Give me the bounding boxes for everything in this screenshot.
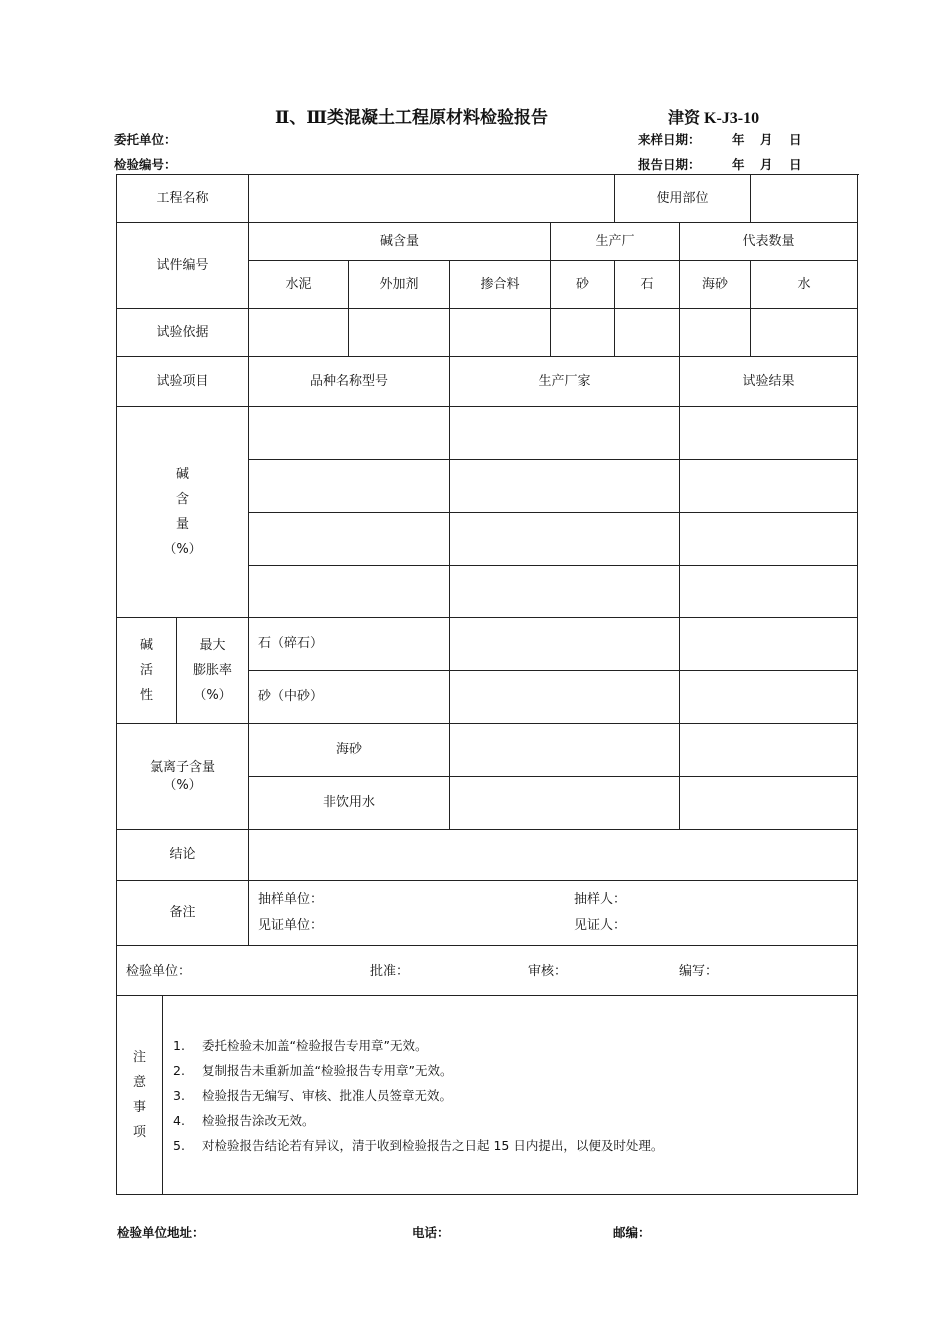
test-item-header-row [117,357,858,407]
signature-cell [117,946,858,996]
sample-date-label: 来样日期： [638,132,701,147]
address-label: 检验单位地址： [117,1225,205,1240]
note-number: 1. [173,1037,185,1053]
alkali-variety-cell[interactable] [249,460,450,513]
note-number: 4. [173,1112,185,1128]
sampler-label: 抽样人： [574,892,627,907]
test-item-label: 试验项目 [117,357,249,407]
manufacturer-full-header: 生产厂家 [450,357,680,407]
alkali-content-label [117,407,249,618]
signature-row [117,946,858,996]
sand-manufacturer-cell[interactable] [450,671,680,724]
alkali-activity-char: 碱 [139,638,153,653]
witness-unit-label: 见证单位： [258,918,324,933]
note-item [173,1058,857,1083]
alkali-result-cell[interactable] [680,566,858,618]
alkali-activity-char: 活 [139,663,153,678]
notes-char: 事 [132,1100,146,1115]
stone-crushed-label: 石（碎石） [249,618,450,671]
usage-part-label: 使用部位 [615,175,751,223]
notes-list [163,996,857,1194]
test-basis-row [117,309,858,357]
max-expansion-line: 膨胀率 [193,663,233,678]
sand-result-cell[interactable] [680,671,858,724]
project-name-field[interactable] [249,175,615,223]
notes-title [117,996,163,1194]
report-table [116,174,858,1195]
note-text: 复制报告未重新加盖“检验报告专用章”无效。 [202,1062,453,1078]
test-basis-stone[interactable] [615,309,680,357]
non-drinking-water-label: 非饮用水 [249,777,450,830]
compile-label: 编写： [679,963,719,979]
report-title: Ⅱ、Ⅲ类混凝土工程原材料检验报告 [275,108,549,128]
sample-date-day: 日 [789,132,802,147]
notes-char: 意 [132,1075,146,1090]
test-basis-water[interactable] [751,309,858,357]
report-date-month: 月 [760,157,773,172]
witness-label: 见证人： [574,918,627,933]
alkali-manufacturer-cell[interactable] [450,407,680,460]
remark-label: 备注 [117,881,249,946]
conclusion-row [117,830,858,881]
alkali-variety-cell[interactable] [249,407,450,460]
sea-sand-result-cell[interactable] [680,724,858,777]
notes-cell [117,996,858,1195]
test-result-header: 试验结果 [680,357,858,407]
alkali-result-cell[interactable] [680,513,858,566]
sea-sand-manufacturer-cell[interactable] [450,724,680,777]
specimen-no-label: 试件编号 [117,223,249,309]
sea-sand-label: 海砂 [249,724,450,777]
inspection-unit-label: 检验单位： [126,963,192,979]
note-number: 3. [173,1087,185,1103]
report-date-label: 报告日期： [638,157,701,172]
alkali-row [117,407,858,460]
test-basis-cement[interactable] [249,309,349,357]
note-text: 检验报告涂改无效。 [202,1112,315,1128]
max-expansion-line: 最大 [199,638,226,653]
test-basis-sea-sand[interactable] [680,309,751,357]
note-item [173,1108,857,1133]
alkali-activity-label [117,618,177,724]
review-label: 审核： [528,963,568,979]
note-item [173,1033,857,1058]
alkali-manufacturer-cell[interactable] [450,566,680,618]
representative-qty-header: 代表数量 [680,223,858,261]
form-code: 津资 K-J3-10 [668,110,760,127]
alkali-result-cell[interactable] [680,407,858,460]
stone-manufacturer-cell[interactable] [450,618,680,671]
chloride-unit: （%） [163,777,202,793]
project-name-label: 工程名称 [117,175,249,223]
notes-char: 项 [132,1125,146,1140]
conclusion-field[interactable] [249,830,858,881]
chloride-text: 氯离子含量 [150,759,216,775]
material-water: 水 [751,261,858,309]
material-mineral-admixture: 掺合料 [450,261,551,309]
report-date-day: 日 [789,157,802,172]
remark-row [117,881,858,946]
test-basis-mineral[interactable] [450,309,551,357]
note-item [173,1083,857,1108]
conclusion-label: 结论 [117,830,249,881]
water-result-cell[interactable] [680,777,858,830]
alkali-content-header: 碱含量 [249,223,551,261]
phone-label: 电话： [412,1225,450,1240]
note-number: 5. [173,1137,185,1153]
alkali-unit: （%） [163,542,202,557]
sample-date-month: 月 [760,132,773,147]
alkali-result-cell[interactable] [680,460,858,513]
report-date-year: 年 [732,157,745,172]
notes-char: 注 [132,1050,146,1065]
chloride-row-sea-sand [117,724,858,777]
stone-result-cell[interactable] [680,618,858,671]
alkali-char: 量 [176,517,190,532]
remark-field [249,881,858,946]
approve-label: 批准： [370,963,410,979]
material-sand: 砂 [551,261,615,309]
alkali-char: 含 [176,492,190,507]
postcode-label: 邮编： [613,1225,651,1240]
alkali-char: 碱 [176,467,190,482]
specimen-header-row [117,223,858,261]
sand-medium-label: 砂（中砂） [249,671,450,724]
note-text: 对检验报告结论若有异议，清于收到检验报告之日起 15 日内提出，以便及时处理。 [202,1137,664,1153]
sampling-unit-label: 抽样单位： [258,892,324,907]
max-expansion-unit: （%） [193,688,232,703]
material-admixture: 外加剂 [349,261,450,309]
usage-part-field[interactable] [751,175,858,223]
test-basis-label: 试验依据 [117,309,249,357]
note-number: 2. [173,1062,185,1078]
project-row [117,175,858,223]
report-no-label: 检验编号： [114,157,177,172]
alkali-variety-cell[interactable] [249,566,450,618]
max-expansion-label [177,618,249,724]
manufacturer-header: 生产厂 [551,223,680,261]
variety-header: 品种名称型号 [249,357,450,407]
chloride-label [117,724,249,830]
material-sea-sand: 海砂 [680,261,751,309]
material-stone: 石 [615,261,680,309]
material-cement: 水泥 [249,261,349,309]
alkali-manufacturer-cell[interactable] [450,460,680,513]
sample-date-year: 年 [732,132,745,147]
note-item [173,1133,857,1158]
note-text: 检验报告无编写、审核、批准人员签章无效。 [202,1087,453,1103]
client-label: 委托单位： [114,132,177,147]
water-manufacturer-cell[interactable] [450,777,680,830]
alkali-manufacturer-cell[interactable] [450,513,680,566]
alkali-activity-char: 性 [139,688,153,703]
note-text: 委托检验未加盖“检验报告专用章”无效。 [202,1037,428,1053]
test-basis-sand[interactable] [551,309,615,357]
test-basis-admixture[interactable] [349,309,450,357]
alkali-activity-row-stone [117,618,858,671]
notes-row [117,996,858,1195]
alkali-variety-cell[interactable] [249,513,450,566]
